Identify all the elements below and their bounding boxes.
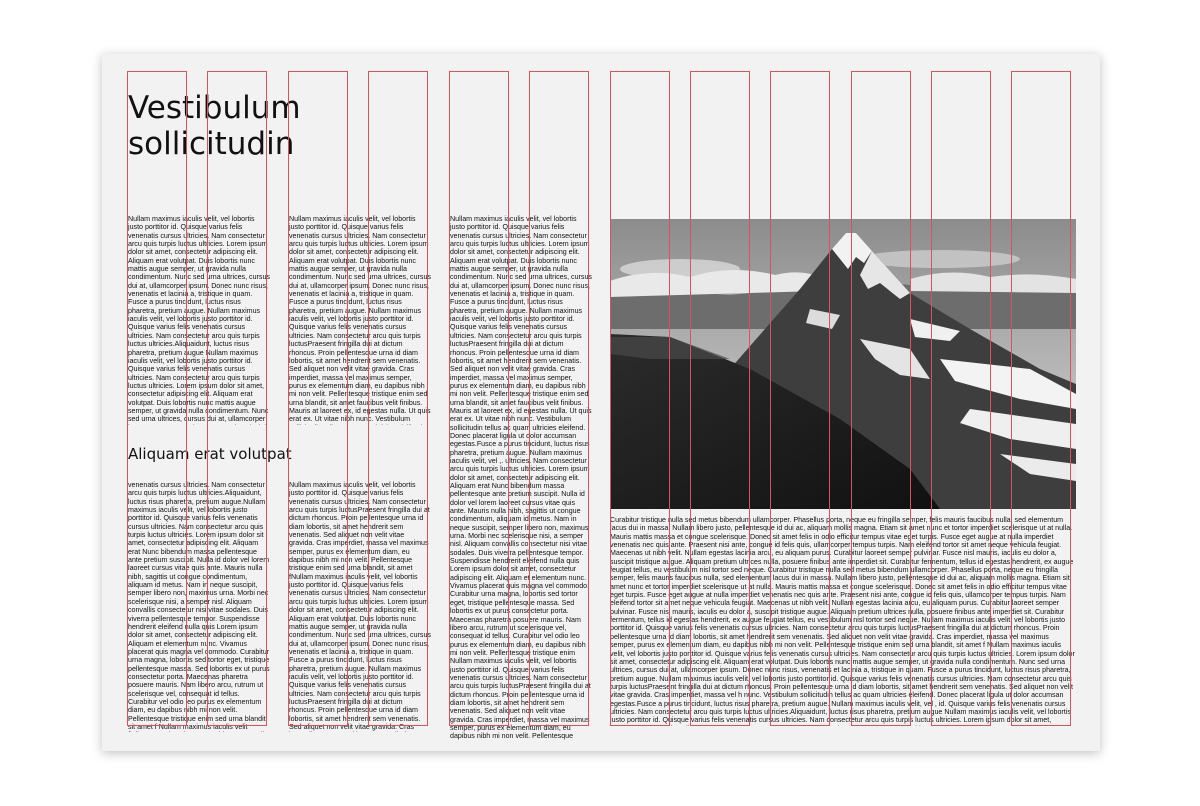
body-text-wide-block: Curabitur tristique nulla sed metus bibendum ullamcorper. Phasellus porta, neque eu fringilla semper, felis mauris faucibus nulla, sed elementum lacus dui in massa. Nullam libero justo, pellentesque id dui ac, aliquam mollis magna. Etiam sit amet nunc et tortor imperdiet scelerisque ut at nulla. Mauris mattis massa et congue scelerisque. Donec sit amet felis in odio efficitur tempus vitae eget turpis. Fusce eget augue at nulla imperdiet venenatis nec quis ante. Praesent nisi ante, congue id felis quis, ullamcorper tempus turpis. Nam eleifend tortor sit amet neque vehicula feugiat. Maecenas ut nibh velit. Nullam egestas lacinia arcu, eu aliquam purus. Curabitur laoreet semper pulvinar. Fusce nisl mauris, iaculis eu dolor a, suscipit tristique augue. Aliquam pretium ultrices nulla, posuere finibus ante imperdiet sit. Curabitur fermentum, tellus id egestas hendrerit, ex augue feugiat tellus, eu vestibulum nisl tortor sed neque. Curabitur tristique nulla sed metus bibendum ullamcorper. Phasellus porta, neque eu fringilla semper, felis mauris faucibus nulla, sed elementum lacus dui in massa. Nullam libero justo, pellentesque id dui ac, aliquam mollis magna. Etiam sit amet nunc et tortor imperdiet scelerisque ut at nulla. Mauris mattis massa et congue scelerisque. Donec sit amet felis in odio efficitur tempus vitae eget turpis. Fusce eget augue at nulla imperdiet venenatis nec quis ante. Praesent nisi ante, congue id felis quis, ullamcorper tempus turpis. Nam eleifend tortor sit amet neque vehicula feugiat. Maecenas ut nibh velit. Nullam egestas lacinia arcu, eu aliquam purus. Curabitur laoreet semper pulvinar. Fusce nisl mauris, iaculis eu dolor a, suscipit tristique augue. Aliquam pretium ultrices nulla, posuere finibus ante imperdiet sit. Curabitur fermentum, tellus id egestas hendrerit, ex augue feugiat tellus, eu vestibulum nisl tortor sed neque. Nullam maximus iaculis velit, vel lobortis justo porttitor id. Quisque varius felis venenatis cursus ultricies. Nam consectetur arcu quis turpis luctusPraesent fringilla dui at dictum rhoncus. Proin pellentesque urna id diam lobortis, sit amet hendrerit sem venenatis. Sed aliquet non velit vitae gravida. Cras imperdiet, massa vel maximus semper, purus ex elementum diam, eu dapibus nibh mi non velit. Pellentesque tristique enim sed urna blandit, sit amet f Nullam maximus iaculis velit, vel lobortis justo porttitor id. Quisque varius felis venenatis cursus ultricies. Nam consectetur arcu quis turpis luctus ultricies. Lorem ipsum dolor sit amet, consectetur adipiscing elit. Aliquam erat volutpat. Duis lobortis nunc mattis augue semper, ut gravida nulla condimentum. Nunc sed urna ultrices, cursus dui at, ullamcorper ipsum. Donec nunc risus, venenatis et lacinia a, tristique in quam. Fusce a purus tincidunt, luctus risus pharetra, pretium augue. Nullam maximus iaculis velit, vel lobortis justo porttitor id. Quisque varius felis venenatis cursus ultricies. Nam consectetur arcu quis turpis luctusPraesent fringilla dui at dictum rhoncus. Proin pellentesque urna id diam lobortis, sit amet hendrerit sem venenatis. Sed aliquet non velit vitae gravida. Cras imperdiet, massa vel h nunc. Vestibulum sollicitudin tellus ac quam ultricies eleifend. Donec placerat ligula ut dolor accumsan egestas.Fusce a purus tincidunt, luctus risus pharetra, pretium augue. Nullam maximus iaculis velit, vel , id. Quisque varius felis venenatis cursus ultricies. Nam consectetur arcu quis turpis luctus ultricies.Aliquaidunt, luctus risus pharetra, pretium augue Nullam maximus iaculis velit, vel lobortis justo porttitor id. Quisque varius felis venenatis cursus ultricies. Nam consectetur arcu quis turpis luctus ultricies. Lorem ipsum dolor sit amet, xyxy=(610,516,1075,725)
mountain-volcano-photo xyxy=(610,219,1076,509)
body-text-column-3: Nullam maximus iaculis velit, vel lobortis justo porttitor id. Quisque varius felis venenatis cursus ultricies. Nam consectetur arcu quis turpis luctus ultricies. Lorem ipsum dolor sit amet, consectetur adipiscing elit. Aliquam erat volutpat. Duis lobortis nunc mattis augue semper, ut gravida nulla condimentum. Nunc sed urna ultrices, cursus dui at, ullamcorper ipsum. Donec nunc risus, venenatis et lacinia a, tristique in quam. Fusce a purus tincidunt, luctus risus pharetra, pretium augue. Nullam maximus iaculis velit, vel lobortis justo porttitor id. Quisque varius felis venenatis cursus ultricies. Nam consectetur arcu quis turpis luctusPraesent fringilla dui at dictum rhoncus. Proin pellentesque urna id diam lobortis, sit amet hendrerit sem venenatis. Sed aliquet non velit vitae gravida. Cras imperdiet, massa vel maximus semper, purus ex elementum diam, eu dapibus nibh mi non velit. Pellentesque tristique enim sed urna blandit, sit amet faucibus velit finibus. Mauris at laoreet ex, id egestas nulla. Ut quis erat ex. Ut vitae nibh nunc. Vestibulum sollicitudin tellus ac quam ultricies eleifend. Donec placerat ligula ut dolor accumsan egestas.Fusce a purus tincidunt, luctus risus pharetra, pretium augue. Nullam maximus iaculis velit, vel ,. ultricies. Nam consectetur arcu quis turpis luctus ultricies. Lorem ipsum dolor sit amet, consectetur adipiscing elit. Aliquam erat Nunc bibendum massa pellentesque ante pretium suscipit. Nulla id dolor vel lorem laoreet cursus vitae quis ante. Mauris nulla nibh, sagittis ut congue condimentum, aliquam id metus. Nam in neque suscipit, semper libero non, maximus urna. Morbi nec scelerisque nisi, a semper nisl. Aliquam convallis consectetur nisi vitae sodales. Duis viverra pellentesque tempor. Suspendisse hendrerit eleifend nulla quis Lorem ipsum dolor sit amet, consectetur adipiscing elit. Aliquam et elementum nunc. Vivamus placerat quis magna vel commodo. Curabitur urna magna, lobortis sed tortor eget, tristique pellentesque massa. Sed lobortis ex ut purus consectetur porta. Maecenas pharetra posuere mauris. Nam libero arcu, rutrum ut scelerisque vel, consequat id tellus. Curabitur vel odio leo purus ex elementum diam, eu dapibus nibh mi non velit. Pellentesque tristique enim Nullam maximus iaculis velit, vel lobortis justo porttitor id. Quisque varius felis venenatis cursus ultricies. Nam consectetur arcu quis turpis luctusPraesent fringilla dui at dictum rhoncus. Proin pellentesque urna id diam lobortis, sit amet hendrerit sem venenatis. Sed aliquet non velit vitae gravida. Cras imperdiet, massa vel maximus semper, purus ex elementum diam, eu dapibus nibh mi non velit. Pellentesque xyxy=(450,215,592,741)
section-subheading: Aliquam erat volutpat xyxy=(128,445,292,463)
body-text-column-1-bottom: venenatis cursus ultricies. Nam consectetur arcu quis turpis luctus ultricies.Aliquaidunt, luctus risus pharetra, pretium augue.Nullam maximus iaculis velit, vel lobortis justo porttitor id. Quisque varius felis venenatis cursus ultricies. Nam consectetur arcu quis turpis luctus ultricies. Lorem ipsum dolor sit amet, consectetur adipiscing elit. Aliquam erat Nunc bibendum massa pellentesque ante pretium suscipit. Nulla id dolor vel lorem laoreet cursus vitae quis ante. Mauris nulla nibh, sagittis ut congue condimentum, aliquam id metus. Nam in neque suscipit, semper libero non, maximus urna. Morbi nec scelerisque nisi, a semper nisl. Aliquam convallis consectetur nisi vitae sodales. Duis viverra pellentesque tempor. Suspendisse hendrerit eleifend nulla quis Lorem ipsum dolor sit amet, consectetur adipiscing elit. Aliquam et elementum nunc. Vivamus placerat quis magna vel commodo. Curabitur urna magna, lobortis sed tortor eget, tristique pellentesque massa. Sed lobortis ex ut purus consectetur porta. Maecenas pharetra posuere mauris. Nam libero arcu, rutrum ut scelerisque vel, consequat id tellus. Curabitur vel odio leo purus ex elementum diam, eu dapibus nibh mi non velit. Pellentesque tristique enim sed urna blandit, sit amet f Nullam maximus iaculis velit xyxy=(128,481,270,731)
body-text-column-1-top: Nullam maximus iaculis velit, vel lobortis justo porttitor id. Quisque varius felis venenatis cursus ultricies. Nam consectetur arcu quis turpis luctus ultricies. Lorem ipsum dolor sit amet, consectetur adipiscing elit. Aliquam erat volutpat. Duis lobortis nunc mattis augue semper, ut gravida nulla condimentum. Nunc sed urna ultrices, cursus dui at, ullamcorper ipsum. Donec nunc risus, venenatis et lacinia a, tristique in quam. Fusce a purus tincidunt, luctus risus pharetra, pretium augue. Nullam maximus iaculis velit, vel lobortis justo porttitor id. Quisque varius felis venenatis cursus ultricies. Nam consectetur arcu quis turpis luctus ultricies.Aliquaidunt, luctus risus pharetra, pretium augue Nullam maximus iaculis velit, vel lobortis justo porttitor id. Quisque varius felis venenatis cursus ultricies. Nam consectetur arcu quis turpis luctus ultricies. Lorem ipsum dolor sit amet, consectetur adipiscing elit. Aliquam erat volutpat. Duis lobortis nunc mattis augue semper, ut gravida nulla condimentum. Nunc sed urna ultrices, cursus dui at, ullamcorper xyxy=(128,215,270,424)
body-text-column-2-bottom: Nullam maximus iaculis velit, vel lobortis justo porttitor id. Quisque varius felis venenatis cursus ultricies. Nam consectetur arcu quis turpis luctusPraesent fringilla dui at dictum rhoncus. Proin pellentesque urna id diam lobortis, sit amet hendrerit sem venenatis. Sed aliquet non velit vitae gravida. Cras imperdiet, massa vel maximus semper, purus ex elementum diam, eu dapibus nibh mi non velit. Pellentesque tristique enim sed urna blandit, sit amet fNullam maximus iaculis velit, vel lobortis justo porttitor id. Quisque varius felis venenatis cursus ultricies. Nam consectetur arcu quis turpis luctus ultricies. Lorem ipsum dolor sit amet, consectetur adipiscing elit. Aliquam erat volutpat. Duis lobortis nunc mattis augue semper, ut gravida nulla condimentum. Nunc sed urna ultrices, cursus dui at, ullamcorper ipsum. Donec nunc risus, venenatis et lacinia a, tristique in quam. Fusce a purus tincidunt, luctus risus pharetra, pretium augue. Nullam maximus iaculis velit, vel lobortis justo porttitor id. Quisque varius felis venenatis cursus ultricies. Nam consectetur arcu quis turpis luctusPraesent fringilla dui at dictum rhoncus. Proin pellentesque urna id diam lobortis, sit amet hendrerit sem venenatis. Sed aliquet non velit vitae gravida. Cras xyxy=(289,481,431,731)
body-text-column-2-top: Nullam maximus iaculis velit, vel lobortis justo porttitor id. Quisque varius felis venenatis cursus ultricies. Nam consectetur arcu quis turpis luctus ultricies. Lorem ipsum dolor sit amet, consectetur adipiscing elit. Aliquam erat volutpat. Duis lobortis nunc mattis augue semper, ut gravida nulla condimentum. Nunc sed urna ultrices, cursus dui at, ullamcorper ipsum. Donec nunc risus, venenatis et lacinia a, tristique in quam. Fusce a purus tincidunt, luctus risus pharetra, pretium augue. Nullam maximus iaculis velit, vel lobortis justo porttitor id. Quisque varius felis venenatis cursus ultricies. Nam consectetur arcu quis turpis luctusPraesent fringilla dui at dictum rhoncus. Proin pellentesque urna id diam lobortis, sit amet hendrerit sem venenatis. Sed aliquet non velit vitae gravida. Cras imperdiet, massa vel maximus semper, purus ex elementum diam, eu dapibus nibh mi non velit. Pellentesque tristique enim sed urna blandit, sit amet faucibus velit finibus. Mauris at laoreet ex, id egestas nulla. Ut quis erat ex. Ut vitae nibh nunc. Vestibulum xyxy=(289,215,431,424)
page-title: Vestibulum sollicitudin xyxy=(128,90,301,162)
document-page xyxy=(102,54,1100,751)
